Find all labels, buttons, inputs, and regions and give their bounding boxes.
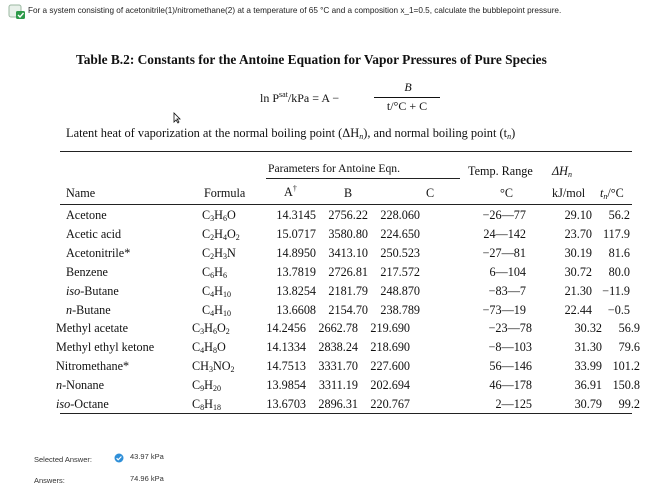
question-text: For a system consisting of acetonitrile(1)/nitromethane(2) at a temperature of 65 °C and a composition x_1=0.5, calculate the bubblepoint pressure. bbox=[28, 6, 562, 15]
eq-unit: /kPa = A − bbox=[287, 91, 340, 105]
row-name: Benzene bbox=[66, 264, 108, 279]
row-name: iso-Butane bbox=[66, 283, 119, 298]
row-formula: $CH_3NO_2$ bbox=[192, 359, 235, 375]
row-antoine-a: 14.1334 bbox=[266, 340, 306, 355]
eq-sat: sat bbox=[279, 90, 288, 99]
row-temp-range: −83—7 bbox=[488, 283, 526, 298]
header-bottom-rule bbox=[60, 204, 632, 205]
antoine-equation bbox=[260, 82, 440, 122]
row-temp-range: 6—104 bbox=[489, 264, 526, 279]
row-temp-range: −26—77 bbox=[482, 208, 526, 222]
selected-answer-label: Selected Answer: bbox=[34, 455, 92, 464]
eq-lhs: ln P bbox=[260, 91, 280, 105]
row-formula: $C_4H_{10}$ bbox=[202, 302, 231, 318]
latent-post: ) bbox=[511, 126, 516, 140]
row-name-prefix: n bbox=[66, 302, 73, 317]
row-formula: $C_2H_4O_2$ bbox=[202, 226, 240, 242]
row-formula: $C_4H_8O$ bbox=[192, 340, 226, 356]
header-temp-range: Temp. Range bbox=[468, 164, 533, 178]
row-dh: 29.10 bbox=[564, 208, 592, 222]
latent-heat-note bbox=[66, 126, 515, 141]
row-dh: 23.70 bbox=[564, 226, 592, 241]
row-name: Acetonitrile* bbox=[66, 245, 131, 260]
table-top-rule bbox=[60, 151, 632, 152]
row-temp-range: 56—146 bbox=[489, 359, 532, 374]
row-dh: 22.44 bbox=[564, 302, 592, 317]
row-antoine-c: 238.789 bbox=[380, 302, 420, 317]
row-antoine-b: 2181.79 bbox=[328, 283, 368, 298]
header-tn-label: t bbox=[600, 186, 604, 200]
row-tn: 56.2 bbox=[608, 208, 630, 222]
row-tn: 117.9 bbox=[603, 226, 630, 241]
row-formula: $C_9H_{20}$ bbox=[192, 378, 221, 394]
header-dh-sub: n bbox=[567, 170, 572, 179]
header-tn bbox=[600, 186, 624, 201]
row-name-prefix: iso bbox=[56, 397, 71, 411]
row-antoine-b: 2662.78 bbox=[318, 321, 358, 336]
row-temp-range: −27—81 bbox=[482, 245, 526, 260]
row-name-prefix: n bbox=[56, 378, 63, 393]
row-formula: $C_8H_{18}$ bbox=[192, 397, 221, 412]
check-icon bbox=[114, 453, 124, 463]
row-tn: −11.9 bbox=[602, 283, 630, 298]
row-dh: 33.99 bbox=[574, 359, 602, 374]
row-name: iso-Octane bbox=[56, 397, 109, 411]
selected-answer-value: 43.97 kPa bbox=[130, 452, 164, 461]
row-antoine-b: 2896.31 bbox=[318, 397, 358, 411]
header-kj-mol: kJ/mol bbox=[552, 186, 586, 200]
row-formula: $C_2H_3N$ bbox=[202, 245, 236, 261]
row-antoine-a: 13.6703 bbox=[266, 397, 306, 411]
row-name-prefix: iso bbox=[66, 283, 81, 298]
row-temp-range: 2—125 bbox=[495, 397, 532, 411]
eq-fraction-bar bbox=[374, 97, 440, 98]
row-formula: $C_3H_6O$ bbox=[202, 208, 236, 223]
row-antoine-c: 202.694 bbox=[370, 378, 410, 393]
row-tn: 56.9 bbox=[618, 321, 640, 336]
header-dh bbox=[552, 164, 572, 179]
row-antoine-a: 15.0717 bbox=[276, 226, 316, 241]
latent-pre: Latent heat of vaporization at the normal boiling point (ΔH bbox=[66, 126, 360, 140]
row-antoine-a: 13.9854 bbox=[266, 378, 306, 393]
eq-numerator: B bbox=[404, 80, 412, 94]
row-tn: 80.0 bbox=[608, 264, 630, 279]
row-antoine-a: 13.7819 bbox=[276, 264, 316, 279]
row-tn: 81.6 bbox=[608, 245, 630, 260]
row-name: Acetic acid bbox=[66, 226, 122, 241]
answers-value: 74.96 kPa bbox=[130, 474, 164, 483]
row-antoine-b: 2838.24 bbox=[318, 340, 358, 355]
row-tn: 99.2 bbox=[618, 397, 640, 411]
row-antoine-c: 217.572 bbox=[380, 264, 420, 279]
row-antoine-c: 218.690 bbox=[370, 340, 410, 355]
row-antoine-c: 219.690 bbox=[370, 321, 410, 336]
mouse-cursor-icon bbox=[173, 112, 181, 124]
header-dh-label: ΔH bbox=[552, 164, 568, 178]
row-antoine-c: 227.600 bbox=[370, 359, 410, 374]
header-a bbox=[284, 184, 297, 200]
row-antoine-b: 3331.70 bbox=[318, 359, 358, 374]
row-temp-range: 24—142 bbox=[483, 226, 526, 241]
row-antoine-b: 2726.81 bbox=[328, 264, 368, 279]
row-antoine-a: 14.3145 bbox=[276, 208, 316, 222]
header-params-underline bbox=[266, 178, 460, 179]
eq-denominator: t/°C + C bbox=[386, 99, 428, 113]
table-title: Table B.2: Constants for the Antoine Equation for Vapor Pressures of Pure Species bbox=[76, 52, 547, 67]
question-icon bbox=[8, 4, 26, 20]
table-bottom-rule bbox=[60, 413, 632, 414]
row-antoine-c: 228.060 bbox=[380, 208, 420, 222]
row-dh: 30.72 bbox=[564, 264, 592, 279]
row-temp-range: 46—178 bbox=[489, 378, 532, 393]
row-formula: $C_4H_{10}$ bbox=[202, 283, 231, 299]
header-formula: Formula bbox=[204, 186, 246, 200]
header-c: C bbox=[426, 186, 435, 200]
row-tn: 150.8 bbox=[612, 378, 640, 393]
row-dh: 30.32 bbox=[574, 321, 602, 336]
header-tn-unit: /°C bbox=[607, 186, 624, 200]
row-name: Methyl acetate bbox=[56, 321, 129, 336]
row-antoine-a: 14.8950 bbox=[276, 245, 316, 260]
row-antoine-a: 14.7513 bbox=[266, 359, 306, 374]
header-antoine-params: Parameters for Antoine Eqn. bbox=[268, 162, 401, 175]
row-antoine-a: 14.2456 bbox=[266, 321, 306, 336]
row-formula: $C_3H_6O_2$ bbox=[192, 321, 230, 337]
row-name: Acetone bbox=[66, 208, 107, 222]
row-antoine-b: 3580.80 bbox=[328, 226, 368, 241]
latent-sub-2: n bbox=[507, 132, 512, 141]
row-temp-range: −23—78 bbox=[488, 321, 532, 336]
row-antoine-c: 224.650 bbox=[380, 226, 420, 241]
row-tn: −0.5 bbox=[607, 302, 630, 317]
row-name: n-Butane bbox=[66, 302, 111, 317]
row-dh: 21.30 bbox=[564, 283, 592, 298]
row-antoine-c: 250.523 bbox=[380, 245, 420, 260]
header-name: Name bbox=[66, 186, 96, 200]
row-formula: $C_6H_6$ bbox=[202, 264, 227, 280]
row-name: Methyl ethyl ketone bbox=[56, 340, 155, 355]
row-dh: 36.91 bbox=[574, 378, 602, 393]
row-antoine-a: 13.8254 bbox=[276, 283, 316, 298]
row-antoine-a: 13.6608 bbox=[276, 302, 316, 317]
row-dh: 31.30 bbox=[574, 340, 602, 355]
latent-sub-1: n bbox=[359, 132, 364, 141]
row-dh: 30.79 bbox=[574, 397, 602, 411]
row-tn: 79.6 bbox=[618, 340, 640, 355]
row-antoine-c: 220.767 bbox=[370, 397, 410, 411]
row-temp-range: −8—103 bbox=[488, 340, 532, 355]
header-tn-sub: n bbox=[603, 192, 608, 201]
row-antoine-b: 3413.10 bbox=[328, 245, 368, 260]
row-dh: 30.19 bbox=[564, 245, 592, 260]
row-antoine-b: 2756.22 bbox=[328, 208, 368, 222]
header-a-label: A bbox=[284, 185, 293, 200]
row-name: n-Nonane bbox=[56, 378, 105, 393]
row-antoine-c: 248.870 bbox=[380, 283, 420, 298]
row-tn: 101.2 bbox=[612, 359, 640, 374]
header-a-sup: † bbox=[292, 184, 297, 193]
row-antoine-b: 3311.19 bbox=[318, 378, 358, 393]
row-antoine-b: 2154.70 bbox=[328, 302, 368, 317]
header-b: B bbox=[344, 186, 353, 200]
answers-label: Answers: bbox=[34, 476, 65, 485]
row-name: Nitromethane* bbox=[56, 359, 130, 374]
latent-mid: ), and normal boiling point (t bbox=[363, 126, 508, 140]
header-deg-c: °C bbox=[500, 186, 514, 200]
row-temp-range: −73—19 bbox=[482, 302, 526, 317]
